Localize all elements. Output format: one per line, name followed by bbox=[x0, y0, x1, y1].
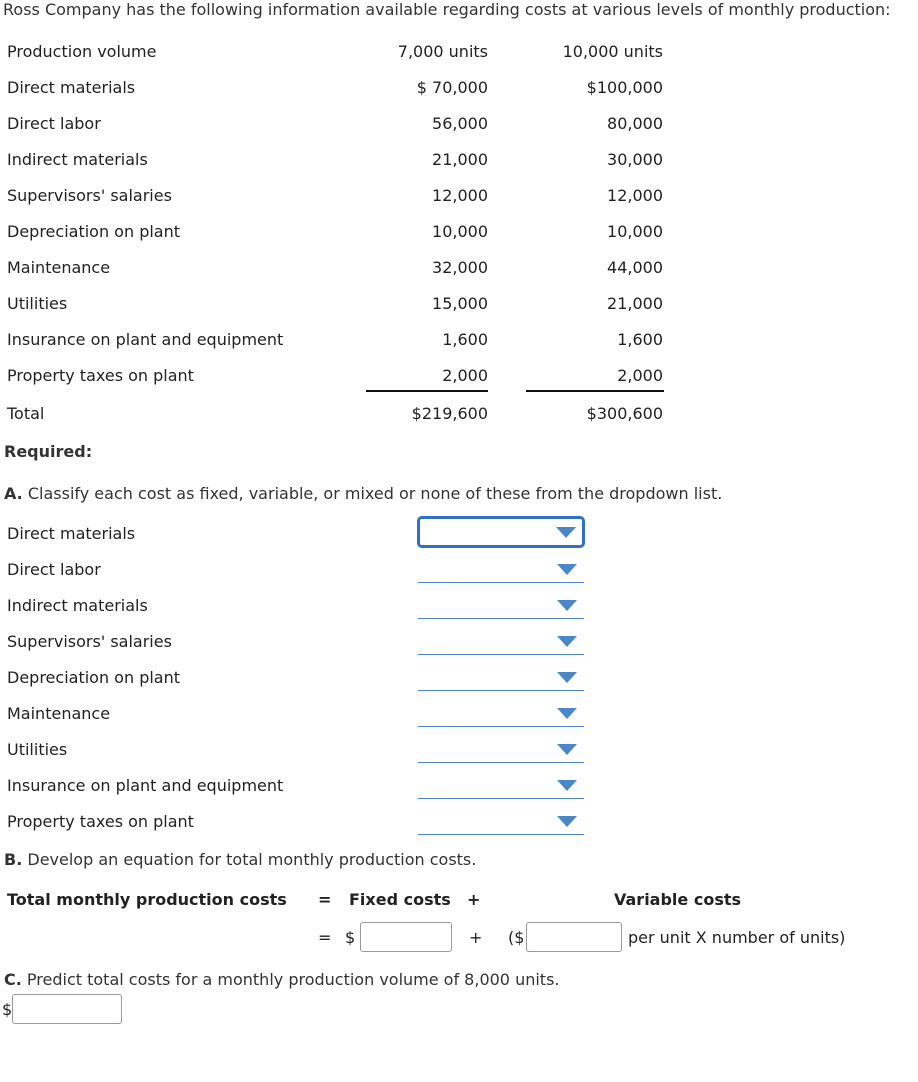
classify-label: Depreciation on plant bbox=[7, 668, 181, 687]
table-row bbox=[0, 178, 918, 214]
subtotal-rule-col1 bbox=[366, 390, 488, 392]
part-c-text: Predict total costs for a monthly production volume of 8,000 units. bbox=[26, 970, 560, 989]
table-row bbox=[0, 322, 918, 358]
row-label: Supervisors' salaries bbox=[7, 186, 172, 205]
row-label: Insurance on plant and equipment bbox=[7, 330, 284, 349]
equals-sign: = bbox=[318, 890, 332, 909]
subtotal-rule-col2 bbox=[526, 390, 664, 392]
row-col2: 10,000 bbox=[607, 222, 663, 241]
plus-sign: + bbox=[467, 890, 481, 909]
chevron-down-icon bbox=[557, 780, 577, 791]
row-col2: 12,000 bbox=[607, 186, 663, 205]
table-row bbox=[0, 286, 918, 322]
variable-costs-heading: Variable costs bbox=[614, 890, 742, 909]
total-cost-input[interactable] bbox=[12, 994, 122, 1024]
table-row bbox=[0, 142, 918, 178]
row-label: Direct labor bbox=[7, 114, 101, 133]
classify-dropdown[interactable] bbox=[418, 661, 584, 691]
table-row bbox=[0, 250, 918, 286]
table-total-row bbox=[0, 396, 918, 432]
part-b-instruction bbox=[4, 850, 476, 869]
classify-label: Utilities bbox=[7, 740, 68, 759]
part-a-instruction bbox=[4, 484, 722, 503]
header-label: Production volume bbox=[7, 42, 157, 61]
variable-rate-input[interactable] bbox=[526, 922, 622, 952]
classify-label: Indirect materials bbox=[7, 596, 148, 615]
equation-label: Total monthly production costs bbox=[7, 890, 287, 909]
table-row bbox=[0, 358, 918, 394]
row-col2: 80,000 bbox=[607, 114, 663, 133]
equals-sign-2: = bbox=[318, 928, 332, 947]
classify-label: Supervisors' salaries bbox=[7, 632, 172, 651]
row-col2: 1,600 bbox=[617, 330, 663, 349]
classify-label: Direct materials bbox=[7, 524, 136, 543]
chevron-down-icon bbox=[557, 636, 577, 647]
per-unit-text: per unit X number of units) bbox=[628, 928, 846, 947]
classify-dropdown[interactable] bbox=[418, 553, 584, 583]
fixed-costs-heading: Fixed costs bbox=[349, 890, 451, 909]
plus-sign-2: + bbox=[469, 928, 483, 947]
classify-dropdown[interactable] bbox=[418, 769, 584, 799]
row-col1: 10,000 bbox=[432, 222, 488, 241]
row-col1: 32,000 bbox=[432, 258, 488, 277]
row-col2: 30,000 bbox=[607, 150, 663, 169]
chevron-down-icon bbox=[557, 744, 577, 755]
total-col2: $300,600 bbox=[586, 404, 663, 423]
dollar-sign-c: $ bbox=[2, 1000, 13, 1019]
row-col1: 1,600 bbox=[442, 330, 488, 349]
classify-dropdown[interactable] bbox=[418, 697, 584, 727]
part-a-letter: A. bbox=[4, 484, 23, 503]
chevron-down-icon bbox=[556, 527, 576, 538]
row-col2: $100,000 bbox=[586, 78, 663, 97]
table-header-row bbox=[0, 34, 918, 70]
open-paren-dollar: ($ bbox=[508, 928, 525, 947]
chevron-down-icon bbox=[557, 600, 577, 611]
row-label: Maintenance bbox=[7, 258, 111, 277]
fixed-costs-input[interactable] bbox=[360, 922, 452, 952]
part-a-text: Classify each cost as fixed, variable, or mixed or none of these from the dropdown list. bbox=[27, 484, 723, 503]
header-col2: 10,000 units bbox=[562, 42, 663, 61]
row-label: Indirect materials bbox=[7, 150, 148, 169]
row-col1: 2,000 bbox=[442, 366, 488, 385]
required-heading: Required: bbox=[4, 442, 93, 461]
row-col2: 44,000 bbox=[607, 258, 663, 277]
classify-dropdown[interactable] bbox=[417, 516, 585, 548]
row-label: Utilities bbox=[7, 294, 68, 313]
classify-dropdown[interactable] bbox=[418, 625, 584, 655]
part-b-text: Develop an equation for total monthly production costs. bbox=[27, 850, 477, 869]
classify-label: Direct labor bbox=[7, 560, 101, 579]
classify-label: Insurance on plant and equipment bbox=[7, 776, 284, 795]
classify-label: Property taxes on plant bbox=[7, 812, 194, 831]
row-label: Depreciation on plant bbox=[7, 222, 181, 241]
total-label: Total bbox=[7, 404, 45, 423]
chevron-down-icon bbox=[557, 564, 577, 575]
row-label: Property taxes on plant bbox=[7, 366, 194, 385]
header-col1: 7,000 units bbox=[397, 42, 488, 61]
row-col1: 15,000 bbox=[432, 294, 488, 313]
part-c-letter: C. bbox=[4, 970, 22, 989]
table-row bbox=[0, 106, 918, 142]
row-col1: 56,000 bbox=[432, 114, 488, 133]
intro-text: Ross Company has the following information available regarding costs at various levels of monthly production: bbox=[3, 0, 891, 19]
classify-dropdown[interactable] bbox=[418, 589, 584, 619]
part-b-letter: B. bbox=[4, 850, 23, 869]
chevron-down-icon bbox=[557, 816, 577, 827]
chevron-down-icon bbox=[557, 708, 577, 719]
row-col1: $ 70,000 bbox=[416, 78, 488, 97]
row-col2: 2,000 bbox=[617, 366, 663, 385]
classify-dropdown[interactable] bbox=[418, 805, 584, 835]
table-row bbox=[0, 214, 918, 250]
row-col1: 12,000 bbox=[432, 186, 488, 205]
classify-dropdown[interactable] bbox=[418, 733, 584, 763]
chevron-down-icon bbox=[557, 672, 577, 683]
row-col2: 21,000 bbox=[607, 294, 663, 313]
part-c-instruction bbox=[4, 970, 560, 989]
table-row bbox=[0, 70, 918, 106]
classify-label: Maintenance bbox=[7, 704, 111, 723]
row-label: Direct materials bbox=[7, 78, 136, 97]
row-col1: 21,000 bbox=[432, 150, 488, 169]
total-col1: $219,600 bbox=[411, 404, 488, 423]
dollar-sign: $ bbox=[345, 928, 356, 947]
